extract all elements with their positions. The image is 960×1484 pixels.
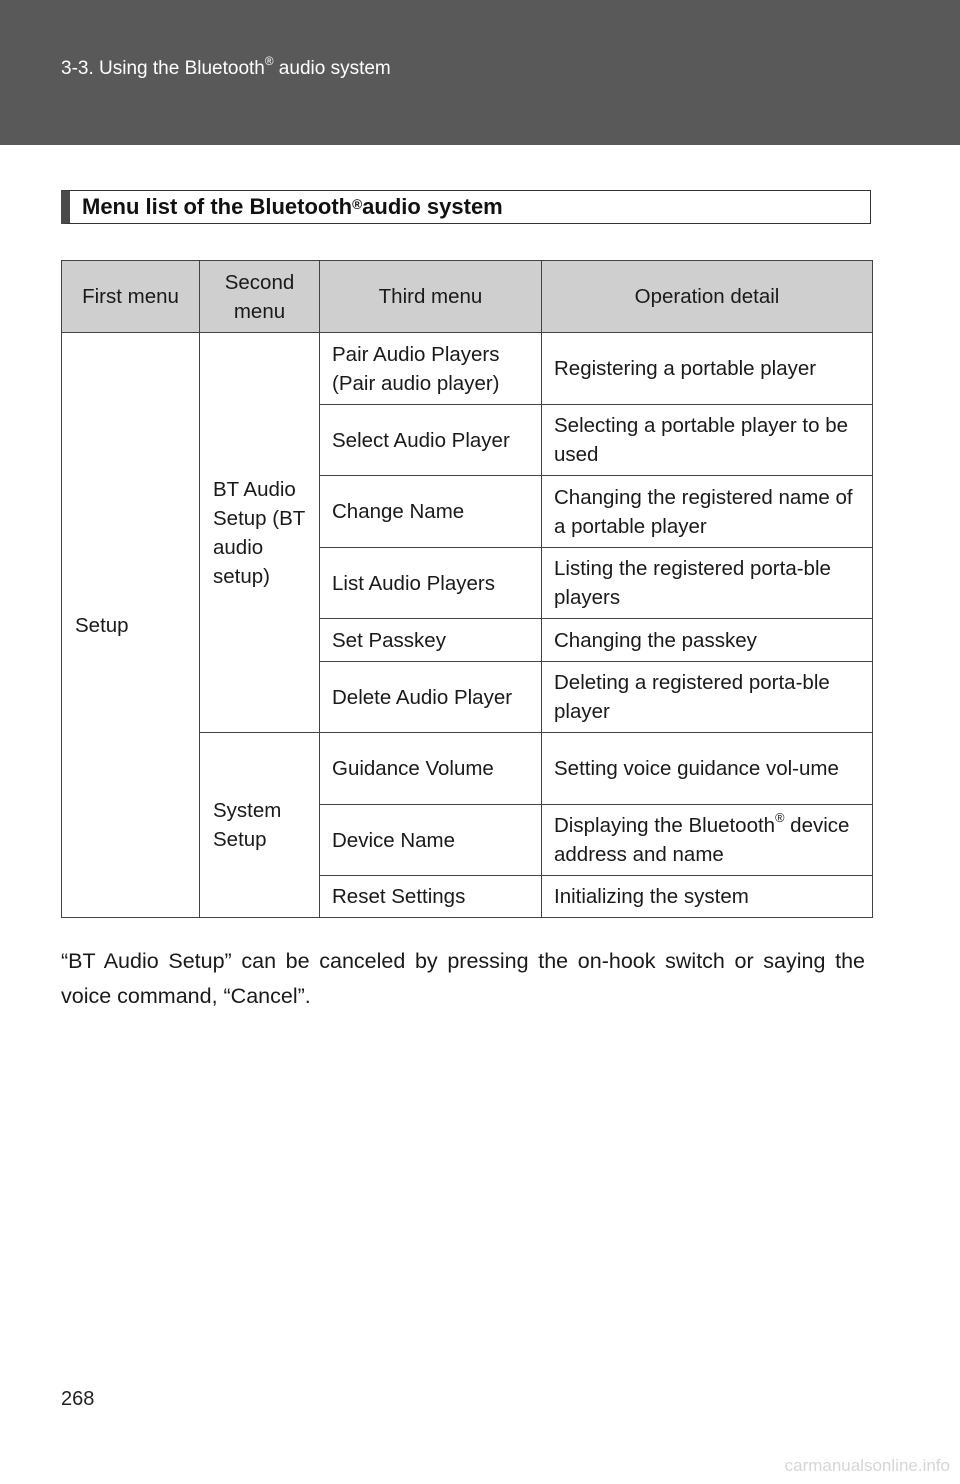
operation-detail-cell: Deleting a registered porta-ble player — [542, 662, 873, 733]
operation-detail-cell: Registering a portable player — [542, 333, 873, 405]
heading-suffix: audio system — [362, 194, 503, 219]
second-menu-bt-audio-setup: BT Audio Setup (BT audio setup) — [200, 333, 320, 733]
watermark: carmanualsonline.info — [784, 1456, 950, 1475]
third-menu-cell: Pair Audio Players (Pair audio player) — [320, 333, 542, 405]
third-menu-cell: Guidance Volume — [320, 733, 542, 805]
first-menu-setup: Setup — [62, 333, 200, 918]
operation-detail-cell — [542, 805, 873, 876]
third-menu-cell: Device Name — [320, 805, 542, 876]
detail-prefix: Displaying the Bluetooth — [554, 814, 776, 837]
heading-prefix: Menu list of the Bluetooth — [82, 194, 353, 219]
detail-registered-mark: ® — [775, 810, 785, 826]
third-menu-cell: List Audio Players — [320, 548, 542, 619]
operation-detail-cell: Selecting a portable player to be used — [542, 405, 873, 476]
section-title-suffix: audio system — [273, 58, 391, 79]
third-menu-cell: Delete Audio Player — [320, 662, 542, 733]
menu-table — [61, 260, 873, 918]
section-title — [61, 54, 391, 80]
operation-detail-cell: Changing the registered name of a portable player — [542, 476, 873, 548]
table-header-row — [62, 261, 873, 333]
col-header-operation-detail: Operation detail — [542, 261, 873, 333]
operation-detail-cell: Listing the registered porta-ble players — [542, 548, 873, 619]
operation-detail-cell: Setting voice guidance vol-ume — [542, 733, 873, 805]
second-menu-system-setup: System Setup — [200, 733, 320, 918]
table-row — [62, 333, 873, 405]
page-number: 268 — [61, 1388, 95, 1410]
third-menu-cell: Change Name — [320, 476, 542, 548]
cancel-note: “BT Audio Setup” can be canceled by pressing the on-hook switch or saying the voice command, “Cancel”. — [61, 948, 865, 1008]
col-header-first-menu: First menu — [62, 261, 200, 333]
third-menu-cell: Select Audio Player — [320, 405, 542, 476]
col-header-third-menu: Third menu — [320, 261, 542, 333]
section-title-prefix: 3-3. Using the Bluetooth — [61, 58, 265, 79]
registered-mark: ® — [264, 54, 274, 68]
third-menu-cell: Reset Settings — [320, 876, 542, 918]
third-menu-cell: Set Passkey — [320, 619, 542, 662]
menu-list-heading: Menu list of the Bluetooth ® audio system — [61, 190, 871, 224]
col-header-second-menu: Second menu — [200, 261, 320, 333]
operation-detail-cell: Changing the passkey — [542, 619, 873, 662]
detail-suffix: device address and name — [554, 814, 850, 866]
operation-detail-cell: Initializing the system — [542, 876, 873, 918]
